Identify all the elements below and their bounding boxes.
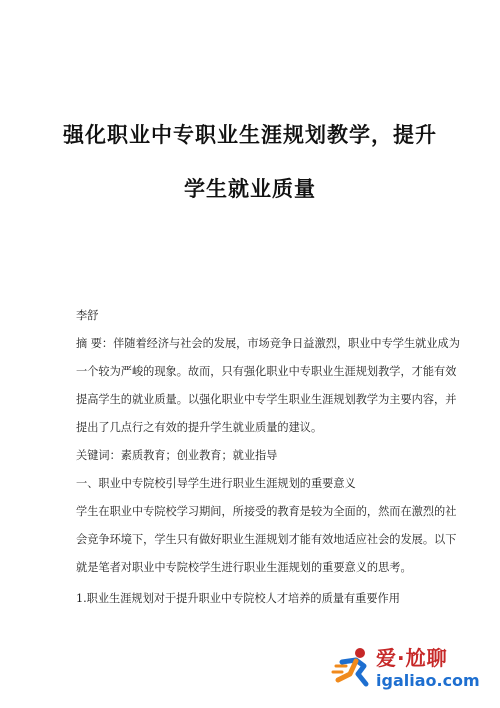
document-title-line-2: 学生就业质量: [184, 177, 316, 201]
site-watermark: [330, 640, 490, 698]
subsection-heading-1: 1.职业生涯规划对于提升职业中专院校人才培养的质量有重要作用: [76, 592, 400, 605]
abstract-line-1: 摘 要：伴随着经济与社会的发展，市场竞争日益激烈，职业中专学生就业成为: [76, 337, 460, 350]
paragraph-line-1: 学生在职业中专院校学习期间，所接受的教育是较为全面的，然而在激烈的社: [76, 505, 457, 518]
author-name: 李舒: [76, 309, 99, 322]
abstract-line-3: 提高学生的就业质量。以强化职业中专学生职业生涯规划教学为主要内容，并: [76, 393, 457, 406]
document-title-line-1: 强化职业中专职业生涯规划教学，提升: [63, 123, 437, 147]
abstract-line-2: 一个较为严峻的现象。故而，只有强化职业中专职业生涯规划教学，才能有效: [76, 365, 457, 378]
paragraph-line-2: 会竞争环境下，学生只有做好职业生涯规划才能有效地适应社会的发展。以下: [76, 533, 457, 546]
keywords: 关键词：素质教育；创业教育；就业指导: [76, 449, 278, 462]
section-heading-1: 一、职业中专院校引导学生进行职业生涯规划的重要意义: [76, 477, 356, 490]
watermark-brand-cn: 爱·尬聊: [376, 646, 448, 670]
abstract-line-4: 提出了几点行之有效的提升学生就业质量的建议。: [76, 421, 323, 434]
runner-logo-icon: [330, 644, 376, 690]
paragraph-line-3: 就是笔者对职业中专院校学生进行职业生涯规划的重要意义的思考。: [76, 561, 412, 574]
watermark-brand-en: igaliao.com: [376, 671, 480, 690]
